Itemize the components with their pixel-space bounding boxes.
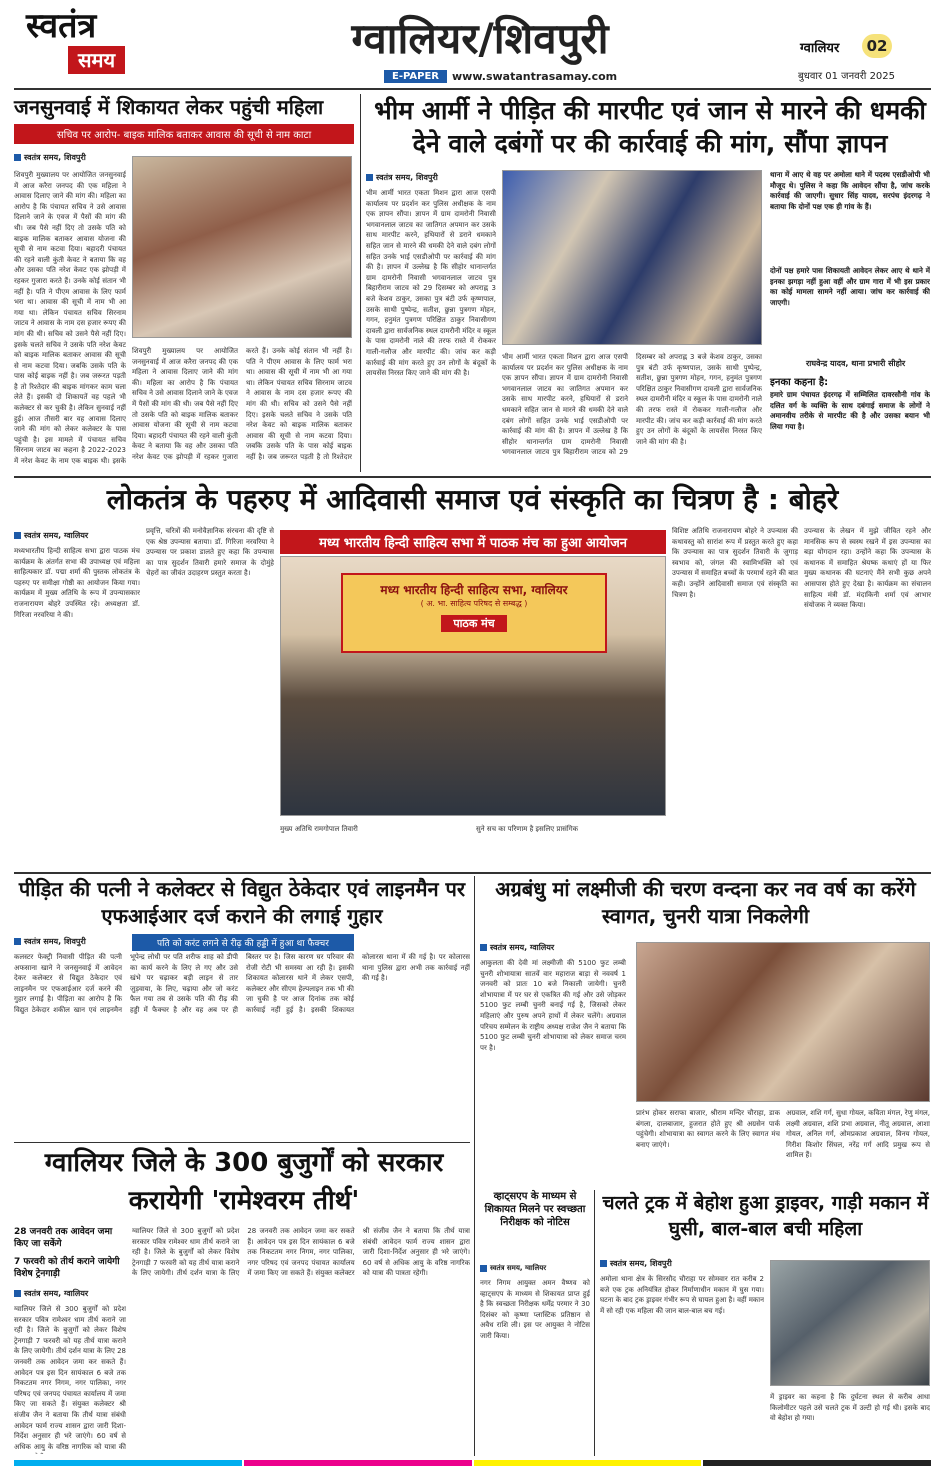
story-8-byline [600,1258,672,1269]
stage-banner-sub: ( अ. भा. साहित्य परिषद से सम्बद्ध ) [420,599,528,608]
color-mark-yellow [474,1460,702,1466]
story-5-headline: अग्रबंधु मां लक्ष्मीजी की चरण वन्दना कर नव वर्ष का करेंगे स्वागत, चुनरी यात्रा निकलेगी [495,877,916,928]
story-4-tag: पति को करंट लगने से रीढ़ की हड्डी में हुआ था फैक्चर [132,934,354,951]
story-1-photo [132,156,352,338]
bullet-icon [480,1265,487,1272]
divider-v1 [360,94,361,472]
story-3-caption-left: मुख्य अतिथि रामगोपाल तिवारी [280,825,358,833]
color-mark-cyan [14,1460,242,1466]
story-6 [14,1144,474,1456]
stage-banner-tag: पाठक मंच [441,615,506,632]
story-8 [600,1190,931,1456]
story-3-byline-text: स्वतंत्र समय, ग्वालियर [24,531,89,540]
story-2-body-b-text: भीम आर्मी भारत एकता मिशन द्वारा आज एसपी कार्यालय पर प्रदर्शन कर पुलिस अधीक्षक के नाम एक ज्ञापन सौंपा। ज्ञापन में ग्राम दामरोनी निवासी भगवानलाल जाटव का जातिगत अपमान कर उसके साथ मारपीट करने, हथियारों से डराने धमकाने सहित जान से मारने की धमकी देने वाले दबंग लोगों सहित उनके भाई एसडीओपी पर कार्रवाई की मांग की है। ज्ञापन में उल्लेख है कि सीहोर थानान्तर्गत ग्राम दामरोनी निवासी भगवानलाल जाटव पुत्र बिहारीराम जाटव को 29 दिसम्बर को अपराह्न 3 बजे केशव ठाकुर, उसका पुत्र बंटी उर्फ कृष्णपाल, उसके साथी पुष्पेन्द्र, सतीश, छुन्ना पुत्रगण मोहन, गगन, हनुमंत पुत्रगण परिक्षित ठाकुर निवासीगण दावली द्वारा सार्वजनिक स्थल दामरौनी मंदिर व स्कूल के पास दामरोनी नाले की तरफ रास्ते में रोककर गाली-गलौज और मारपीट की। जांच कर कड़ी कार्रवाई की मांग करते हुए उन लोगों के बंदूकों के लायसेंस निरस्त किए जाने की मांग की है। [502,353,762,457]
stage-banner-top: मध्य भारतीय हिन्दी साहित्य सभा, ग्वालियर [380,583,568,597]
bullet-icon [366,174,373,181]
story-6-kicker-1: 28 जनवरी तक आवेदन जमा किए जा सकेंगे [14,1227,113,1249]
story-2-body-b [502,352,762,472]
issue-date: बुधवार 01 जनवरी 2025 [798,71,896,82]
page-number: 02 [862,34,892,58]
story-2-callout-title: इनका कहना है: [770,377,829,388]
story-7-body: नगर निगम आयुक्त अमन वैष्णव को व्हाट्सएप के माध्यम से शिकायत प्राप्त हुई है कि स्वच्छता निरीक्षक धर्मेंद्र परमार ने 30 दिसंबर को कृष्णा प्लास्टिक प्रतिष्ठान से अवैध राशि ली। इस पर आयुक्त ने नोटिस जारी किया। [480,1279,590,1340]
story-3 [14,480,931,870]
bullet-icon [600,1260,607,1267]
divider-v2 [474,876,475,1456]
city-label: ग्वालियर [800,41,840,56]
story-5-names: अग्रवाल, शशि गर्ग, सुधा गोयल, कविता मंगल, रेणु मंगल, लक्ष्मी अग्रवाल, शशि प्रभा अग्रवाल, नीतू अग्रवाल, आशा गोयल, अनिल गर्ग, ओमप्रकाश अग्रवाल, विनय गोयल, गिरीश किशोर सिंघल, नरेंद्र गर्ग आदि प्रमुख रूप से शामिल हैं। [786,1109,930,1160]
story-6-body-b-text: ग्वालियर जिले से 300 बुजुर्गों को प्रदेश सरकार पवित्र रामेश्वर धाम तीर्थ कराने जा रही है। जिले के बुजुर्गों को लेकर विशेष ट्रेनगाड़ी 7 फरवरी को यह तीर्थ यात्रा कराने के लिए जायेगी। तीर्थ दर्शन यात्रा के लिए 28 जनवरी तक आवेदन जमा कर सकते हैं। आवेदन पत्र इस दिन सायंकाल 6 बजे तक निकटतम नगर निगम, नगर पालिका, नगर परिषद एवं जनपद पंचायत कार्यालय में जमा किए जा सकते हैं। संयुक्त कलेक्टर श्री संजीव जैन ने बताया कि तीर्थ यात्रा संबंधी आवेदन फार्म राज्य शासन द्वारा जारी दिशा-निर्देश अनुसार ही भरे जाएंगे। 60 वर्ष से अधिक आयु के वरिष्ठ नागरिक को यात्रा की पात्रता रहेगी। [132,1227,470,1278]
logo-bottom: समय [68,46,125,74]
story-4-body: कलस्टर फेक्ट्री निवासी पीड़ित की पत्नी अफसाना खाने ने जनसुनवाई में आवेदन देकर कलेक्टर से विद्युत ठेकेदार एवं लाइनमैन पर एफआईआर दर्ज करने की गुहार लगाई है। पीड़िता का आरोप है कि विद्युत ठेकेदार शकील खान एवं लाइनमैन भूपेन्द्र लोधी पर पति शरीफ शाह को डीपी का कार्य करने के लिए ले गए और उसे खंभे पर चढ़ाकर बड़ी लाइन से तार जुड़वाया, के लिए, चढ़ाया और जो करंट फैल गया तब से उसके पति की रीढ़ की हड्डी में फैक्चर है और वह अब पर ही बिस्तर पर है। जिस कारण घर परिवार की रोजी रोटी भी समस्या आ रही है। इसकी शिकायत कोलारस थाने में लेकर एसपी, कलेक्टर और सीएम हेल्पलाइन तक भी की जा चुकी है पर आज दिनांक तक कोई कार्रवाई नहीं हुई है। इसकी शिकायत कोलारस थाना में की गई है। पर कोलारस थाना पुलिस द्वारा अभी तक कार्रवाई नहीं की गई है। [14,953,470,1014]
story-2-byline-text: स्वतंत्र समय, शिवपुरी [376,173,438,182]
story-4 [14,876,470,1140]
color-mark-magenta [244,1460,472,1466]
logo [26,6,156,84]
story-6-body: ग्वालियर जिले से 300 बुजुर्गों को प्रदेश सरकार पवित्र रामेश्वर धाम तीर्थ कराने जा रही है। जिले के बुजुर्गों को लेकर विशेष ट्रेनगाड़ी 7 फरवरी को यह तीर्थ यात्रा कराने के लिए जायेगी। तीर्थ दर्शन यात्रा के लिए 28 जनवरी तक आवेदन जमा कर सकते हैं। आवेदन पत्र इस दिन सायंकाल 6 बजे तक निकटतम नगर निगम, नगर पालिका, नगर परिषद एवं जनपद पंचायत कार्यालय में जमा किए जा सकते हैं। संयुक्त कलेक्टर श्री संजीव जैन ने बताया कि तीर्थ यात्रा संबंधी आवेदन फार्म राज्य शासन द्वारा जारी दिशा-निर्देश अनुसार ही भरे जाएंगे। 60 वर्ष से अधिक आयु के वरिष्ठ नागरिक को यात्रा की [14,1305,126,1451]
story-3-body-2: प्रवृत्ति, चरित्रों की मनोवैज्ञानिक संरचना की दृष्टि से एक श्रेष्ठ उपन्यास बताया। डॉ. गिरिजा नरवरिया ने उपन्यास पर प्रकाश डालते हुए कहा कि उपन्यास का पात्र सुदर्शन तिवारी हमारे समाज के दोमुंहे चेहरों का जीवंत उदाहरण प्रस्तुत करता है। [146,527,274,578]
logo-top: स्वतंत्र [26,6,97,46]
story-7-headline: व्हाट्सएप के माध्यम से शिकायत मिलने पर स्वच्छता निरीक्षक को नोटिस [484,1191,586,1228]
story-6-body-b [132,1226,470,1454]
story-3-body-4: उपन्यास के लेखन में मुझे जीवित रहने और मानसिक रूप से स्वस्थ रखने में इस उपन्यास का बड़ा योगदान रहा। उन्होंने कहा कि उपन्यास के कथानक में समाहित श्रेयष्क कथाएं हों या फिर मुख्य कथानक की घटनाएं मैंने सभी कुछ अपने आसपास होते हुए देखा है। कार्यक्रम का संचालन साहित्य मंत्री डॉ. मंदाकिनी शर्मा एवं आभार संयोजक ने व्यक्त किया। [804,527,931,610]
edition-title: ग्वालियर/शिवपुरी [351,14,609,63]
story-3-body-3: विशिष्ट अतिथि राजनारायण बोहरे ने उपन्यास की कथावस्तु को सारांश रूप में प्रस्तुत करते हुए कहा कि उपन्यास का पात्र सुदर्शन तिवारी के जुगाड़ स्वभाव को, जंगल की स्वामिभक्ति को एवं उपन्यास में समाहित बच्चों के परमार्थ रहने की बात कही। उन्होंने आदिवासी समाज एवं संस्कृति का चित्रण है। [672,527,798,599]
stage-banner [341,573,607,653]
story-5-photo [636,942,930,1102]
story-8-headline: चलते ट्रक में बेहोश हुआ ड्राइवर, गाड़ी मकान में घुसी, बाल-बाल बची महिला [602,1192,929,1240]
story-1-byline-text: स्वतंत्र समय, शिवपुरी [24,153,86,162]
story-1-body-cont [132,346,352,472]
epaper-label: E-PAPER [384,70,447,83]
story-8-photo [770,1260,930,1386]
bullet-icon [14,532,21,539]
story-2-photo [502,170,762,345]
story-1-headline: जनसुनवाई में शिकायत लेकर पहुंची महिला [14,95,324,119]
bullet-icon [14,1290,21,1297]
story-1-body-cont-text: शिवपुरी मुख्यालय पर आयोजित जनसुनवाई में आज करैरा जनपद की एक महिला ने आवास दिलाए जाने की मांग की। महिला का आरोप है कि पंचायत सचिव ने उसे आवास दिलाने जाने के एवज में पैसों की मांग की थी। जब पैसे नहीं दिए तो उसके पति को बाइक मालिक बताकर आवास योजना की सूची से नाम कटवा दिया। बहादरी पंचायत की रहने वाली कुंती केवट ने बताया कि वह और उसका पति नरेश केवट एक झोपड़ी में रहकर गुजारा करते हैं। उनके कोई संतान भी नहीं है। पति ने पीएम आवास के लिए फार्म भरा था। आवास की सूची में नाम भी आ गया था। लेकिन पंचायत सचिव सिरनाम जाटव ने आवास के नाम दस हजार रूपए की मांग की थी। सचिव को उसने पैसे नहीं दिए। इसके चलते सचिव ने उसके पति नरेश केवट को बाइक मालिक बताकर आवास की सूची से नाम कटवा दिया। जबकि उसके पति के पास कोई बाइक नहीं है। जब जरूरत पड़ती है तो रिश्तेदार [132,347,352,461]
story-3-headline: लोकतंत्र के पहरुए में आदिवासी समाज एवं संस्कृति का चित्रण है : बोहरे [106,483,839,516]
story-5-byline [480,942,554,953]
story-5-body: आकुलता की देवी मां लक्ष्मीजी की 5100 फुट लम्बी चुनरी शोभायात्रा सातवें वार महाराज बाड़ा से नववर्ष 1 जनवरी को प्रातः 10 बजे निकाली जायेगी। चुनरी शोभायात्रा में पर घर से एकत्रित की गई और उसे जोड़कर 5100 फुट लम्बी चुनरी बनाई गई है, जिसको लेकर महिलाएं और पुरुष अपने हाथों में लेकर चलेंगे। अग्रवाल परिचय सम्मेलन के राष्ट्रीय अध्यक्ष राजेश जैन ने बताया कि 5100 फुट लम्बी चुनरी शोभायात्रा को लेकर समाज चरम पर है। [480,959,626,1052]
story-8-byline-text: स्वतंत्र समय, शिवपुरी [610,1259,672,1268]
bullet-icon [480,944,487,951]
story-2-headline: भीम आर्मी ने पीड़ित की मारपीट एवं जान से मारने की धमकी देने वाले दबंगों पर की कार्रवाई की मांग, सौंपा ज्ञापन [374,96,926,158]
story-2 [366,94,934,472]
story-7-byline-text: स्वतंत्र समय, ग्वालियर [490,1264,547,1272]
bullet-icon [14,154,21,161]
story-5 [480,876,931,1182]
story-3-photo [280,556,666,816]
story-2-side2: दोनों पक्ष हमारे पास शिकायती आवेदन लेकर आए थे थाने में इनका झगड़ा नहीं हुआ वहीं और ग्राम गारा में भी इस प्रकार का कोई मामला सामने नहीं आया। जांच कर कार्रवाई की जाएगी। [770,266,930,307]
divider-h2 [14,872,931,874]
story-8-caption: में ड्राइवर का कहना है कि दुर्घटना स्थल से करीब आधा किलोमीटर पहले उसे चलते ट्रक में उल्टी हो गई थी। इसके बाद वो बेहोश हो गया। [770,1393,930,1423]
story-6-headline: ग्वालियर जिले के 300 बुजुर्गों को सरकार करायेगी 'रामेश्वरम तीर्थ' [44,1148,444,1216]
story-1-body: शिवपुरी मुख्यालय पर आयोजित जनसुनवाई में आज करैरा जनपद की एक महिला ने आवास दिलाए जाने की मांग की। महिला का आरोप है कि पंचायत सचिव ने उसे आवास दिलाने जाने के एवज में पैसों की मांग की थी। जब पैसे नहीं दिए तो उसके पति को बाइक मालिक बताकर आवास योजना की सूची से नाम कटवा दिया। बहादरी पंचायत की रहने वाली कुंती केवट ने बताया कि वह और उसका पति नरेश केवट एक झोपड़ी में रहकर गुजारा करते हैं। उनके कोई संतान भी नहीं है। पति ने पीएम आवास के लिए फार्म भरा था। आवास की सूची में नाम भी आ गया था। लेकिन पंचायत सचिव सिरनाम जाटव ने आवास के नाम दस हजार रूपए की मांग की थी। सचिव को उसने पैसे नहीं दिए। इसके चलते सचिव ने उसके पति नरेश केवट को बाइक मालिक बताकर आवास की सूची से नाम कटवा दिया। जबकि उसके पति के पास कोई बाइक नहीं है। जब जरूरत पड़ती है तो रिश्तेदार की बाइक मांगकर काम चला लेते हैं। इसकी दो शिकायतें वह पहले भी कलेक्टर से कर चुकी है। लेकिन सुनवाई नहीं हुई। आज तीसरी बार वह आवास दिलाए जाने की मांग को लेकर कलेक्टर के पास पहुंची है। इस मामले में पंचायत सचिव सिरनाम जाटव का कहना है 2022-2023 में नरेश केवट के नाम एक बाइक थी। इसके [14,171,126,466]
story-4-byline-text: स्वतंत्र समय, शिवपुरी [24,937,86,946]
story-7-byline [480,1264,546,1273]
story-3-body-1: मध्यभारतीय हिन्दी साहित्य सभा द्वारा पाठक मंच कार्यक्रम के अंतर्गत सभा की उपाध्यक्ष एवं महिला साहित्यकार डॉ. पद्मा शर्मा की पुस्तक लोकतंत्र के पहरुए पर समीक्षा गोष्ठी का आयोजन किया गया। कार्यक्रम में मुख्य अतिथि के रूप में उपन्यासकार राजनारायण बोहरे उपस्थित रहे। अध्यक्षता डॉ. गिरिजा नरवरिया ने की। [14,547,140,619]
story-2-side: थाना में आए थे वह पर अमोला थाने में पदस्थ एसडीओपी भी मौजूद थे। पुलिस ने कहा कि आवेदन सौंपा है, जांच करके कार्रवाई की जाएगी। सुधार सिंह यादव, सरपंच इंदरगढ़ ने बताया कि दोनों पक्ष एक ही गांव के हैं। [770,170,930,211]
story-2-callout: हमारे ग्राम पंचायत इंदरगढ़ में सम्मिलित दावरसौनी गांव के दलित वर्ग के व्यक्ति के साथ दबंगाई समाज के लोगों ने अमानवीय तरीके से मारपीट की है और उसका बयान भी लिया गया है। [770,390,930,431]
story-5-caption: प्रारंभ होकर सराफा बाजार, श्रीराम मन्दिर चौराहा, डाक बंगला, दालबाजार, हुजरात होते हुए श्री अग्रसेन पार्क पहुंचेगी। शोभायात्रा का स्वागत करने के लिए स्वागत मंच बनाए जाएंगे। [636,1109,780,1149]
story-5-byline-text: स्वतंत्र समय, ग्वालियर [490,943,555,952]
story-6-byline-text: स्वतंत्र समय, ग्वालियर [24,1289,89,1298]
story-2-body: भीम आर्मी भारत एकता मिशन द्वारा आज एसपी कार्यालय पर प्रदर्शन कर पुलिस अधीक्षक के नाम एक ज्ञापन सौंपा। ज्ञापन में ग्राम दामरोनी निवासी भगवानलाल जाटव का जातिगत अपमान कर उसके साथ मारपीट करने, हथियारों से डराने धमकाने सहित जान से मारने की धमकी देने वाले दबंग लोगों सहित उनके भाई एसडीओपी पर कार्रवाई की मांग की है। ज्ञापन में उल्लेख है कि सीहोर थानान्तर्गत ग्राम दामरोनी निवासी भगवानलाल जाटव पुत्र बिहारीराम जाटव को 29 दिसम्बर को अपराह्न 3 बजे केशव ठाकुर, उसका पुत्र बंटी उर्फ कृष्णपाल, उसके साथी पुष्पेन्द्र, सतीश, छुन्ना पुत्रगण मोहन, गगन, हनुमंत पुत्रगण परिक्षित ठाकुर निवासीगण दावली द्वारा सार्वजनिक स्थल दामरौनी मंदिर व स्कूल के पास दामरोनी नाले की तरफ रास्ते में रोककर गाली-गलौज और मारपीट की। जांच कर कड़ी कार्रवाई की मांग करते हुए उन लोगों के बंदूकों के लायसेंस निरस्त किए जाने की मांग की है। [366,189,496,378]
masthead [0,0,945,92]
color-mark-black [703,1460,931,1466]
divider-h3 [14,1142,470,1143]
divider-h1 [14,476,931,478]
divider-v3 [594,1190,595,1456]
site-url[interactable]: www.swatantrasamay.com [452,70,618,83]
story-4-headline: पीड़ित की पत्नी ने कलेक्टर से विद्युत ठेकेदार एवं लाइनमैन पर एफआईआर दर्ज कराने की लगाई गुहार [18,877,466,928]
story-3-caption-mid: सुने सच का परिणाम है इसलिए प्रासंगिक [476,825,579,833]
story-1-subhead: सचिव पर आरोप- बाइक मालिक बताकर आवास की सूची से नाम काटा [14,124,354,144]
story-6-kicker-2: 7 फरवरी को तीर्थ कराने जायेगी विशेष ट्रेनगाड़ी [14,1257,120,1279]
story-3-byline [14,530,88,541]
story-3-caption-banner: मध्य भारतीय हिन्दी साहित्य सभा में पाठक मंच का हुआ आयोजन [280,530,666,554]
bullet-icon [14,938,21,945]
story-2-side2-sign: राघवेन्द्र यादव, थाना प्रभारी सीहोर [806,359,906,368]
story-8-body: अमोला थाना क्षेत्र के सिरसौद चौराहा पर सोमवार रात करीब 2 बजे एक ट्रक अनियंत्रित होकर निर्माणाधीन मकान में घुस गया। घटना के बाद ट्रक ड्राइवर गंभीर रूप से घायल हुआ है। वहीं मकान में सो रही एक महिला की जान बाल-बाल बच गई। [600,1275,764,1315]
story-7 [480,1190,590,1456]
story-6-byline [14,1288,88,1299]
masthead-rule [14,88,931,90]
registration-marks [14,1460,931,1466]
story-2-byline [366,172,438,183]
story-4-byline [14,936,86,947]
